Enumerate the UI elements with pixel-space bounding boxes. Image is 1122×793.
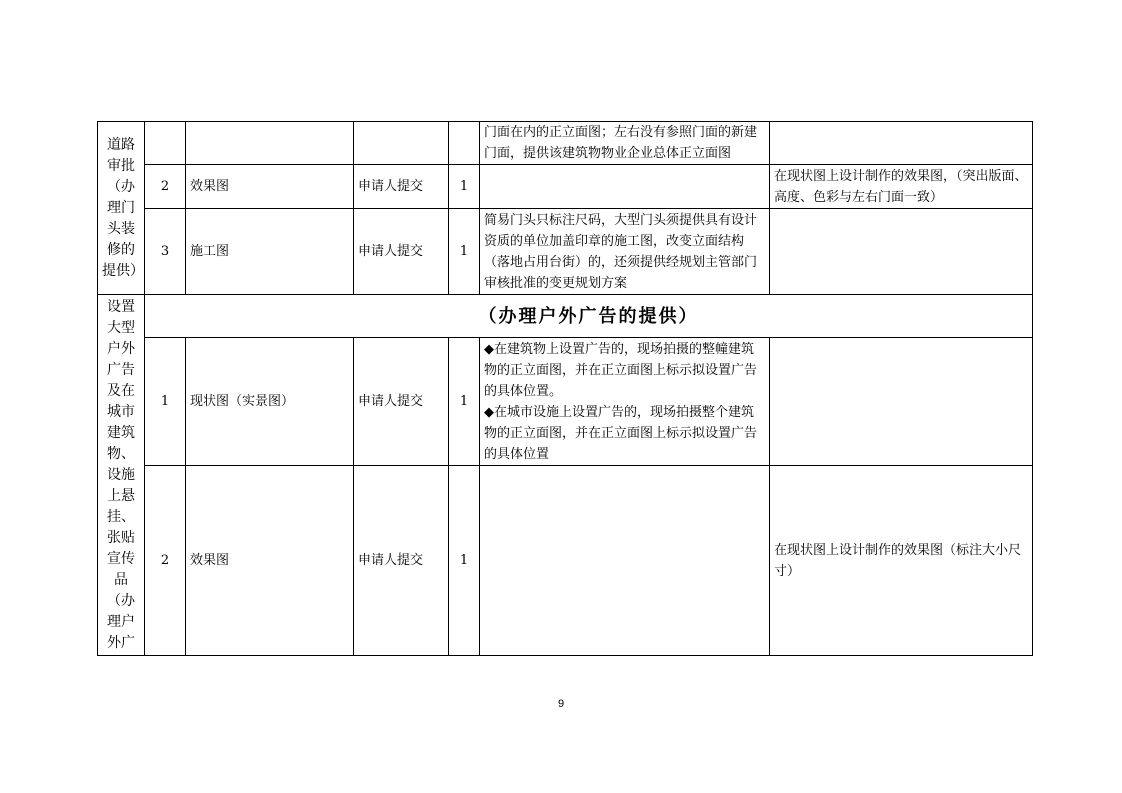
category-cell: 道路审批（办理门头装修的提供） xyxy=(98,122,145,295)
section-title: （办理户外广告的提供） xyxy=(145,295,1033,338)
requirement-text xyxy=(480,165,770,209)
requirement-text: ◆在建筑物上设置广告的，现场拍摄的整幢建筑物的正立面图，并在正立面图上标示拟设置广告的具体位置。 xyxy=(484,341,758,399)
copy-count: 1 xyxy=(449,209,480,295)
row-number: 2 xyxy=(145,165,186,209)
copy-count: 1 xyxy=(449,338,480,466)
requirement-text: 门面在内的正立面图；左右没有参照门面的新建门面，提供该建筑物物业企业总体正立面图 xyxy=(480,122,770,165)
submitter: 申请人提交 xyxy=(354,165,449,209)
requirement-text: ◆在城市设施上设置广告的，现场拍摄整个建筑物的正立面图，并在正立面图上标示拟设置广告的具体位置 xyxy=(484,404,758,462)
copy-count: 1 xyxy=(449,466,480,656)
material-name: 效果图 xyxy=(186,165,354,209)
section-header-row xyxy=(98,295,1033,338)
requirement-cell xyxy=(480,338,770,466)
copy-count xyxy=(449,122,480,165)
row-number: 3 xyxy=(145,209,186,295)
note-text xyxy=(770,338,1033,466)
material-name: 现状图（实景图） xyxy=(186,338,354,466)
requirement-text: 简易门头只标注尺码，大型门头须提供具有设计资质的单位加盖印章的施工图，改变立面结构（落地占用台街）的，还须提供经规划主管部门审核批准的变更规划方案 xyxy=(480,209,770,295)
material-name xyxy=(186,122,354,165)
table-row xyxy=(98,209,1033,295)
row-number xyxy=(145,122,186,165)
table-row xyxy=(98,338,1033,466)
requirements-table xyxy=(97,121,1033,656)
row-number: 1 xyxy=(145,338,186,466)
table-row xyxy=(98,466,1033,656)
note-text: 在现状图上设计制作的效果图，（突出版面、高度、色彩与左右门面一致） xyxy=(770,165,1033,209)
material-name: 效果图 xyxy=(186,466,354,656)
note-text: 在现状图上设计制作的效果图（标注大小尺寸） xyxy=(770,466,1033,656)
copy-count: 1 xyxy=(449,165,480,209)
submitter: 申请人提交 xyxy=(354,338,449,466)
submitter xyxy=(354,122,449,165)
page-number: 9 xyxy=(557,698,565,710)
note-text xyxy=(770,122,1033,165)
material-name: 施工图 xyxy=(186,209,354,295)
requirement-text xyxy=(480,466,770,656)
category-cell: 设置大型户外广告及在城市建筑物、设施上悬挂、张贴宣传品（办理户外广 xyxy=(98,295,145,656)
table-row xyxy=(98,165,1033,209)
submitter: 申请人提交 xyxy=(354,466,449,656)
submitter: 申请人提交 xyxy=(354,209,449,295)
note-text xyxy=(770,209,1033,295)
row-number: 2 xyxy=(145,466,186,656)
table-row xyxy=(98,122,1033,165)
